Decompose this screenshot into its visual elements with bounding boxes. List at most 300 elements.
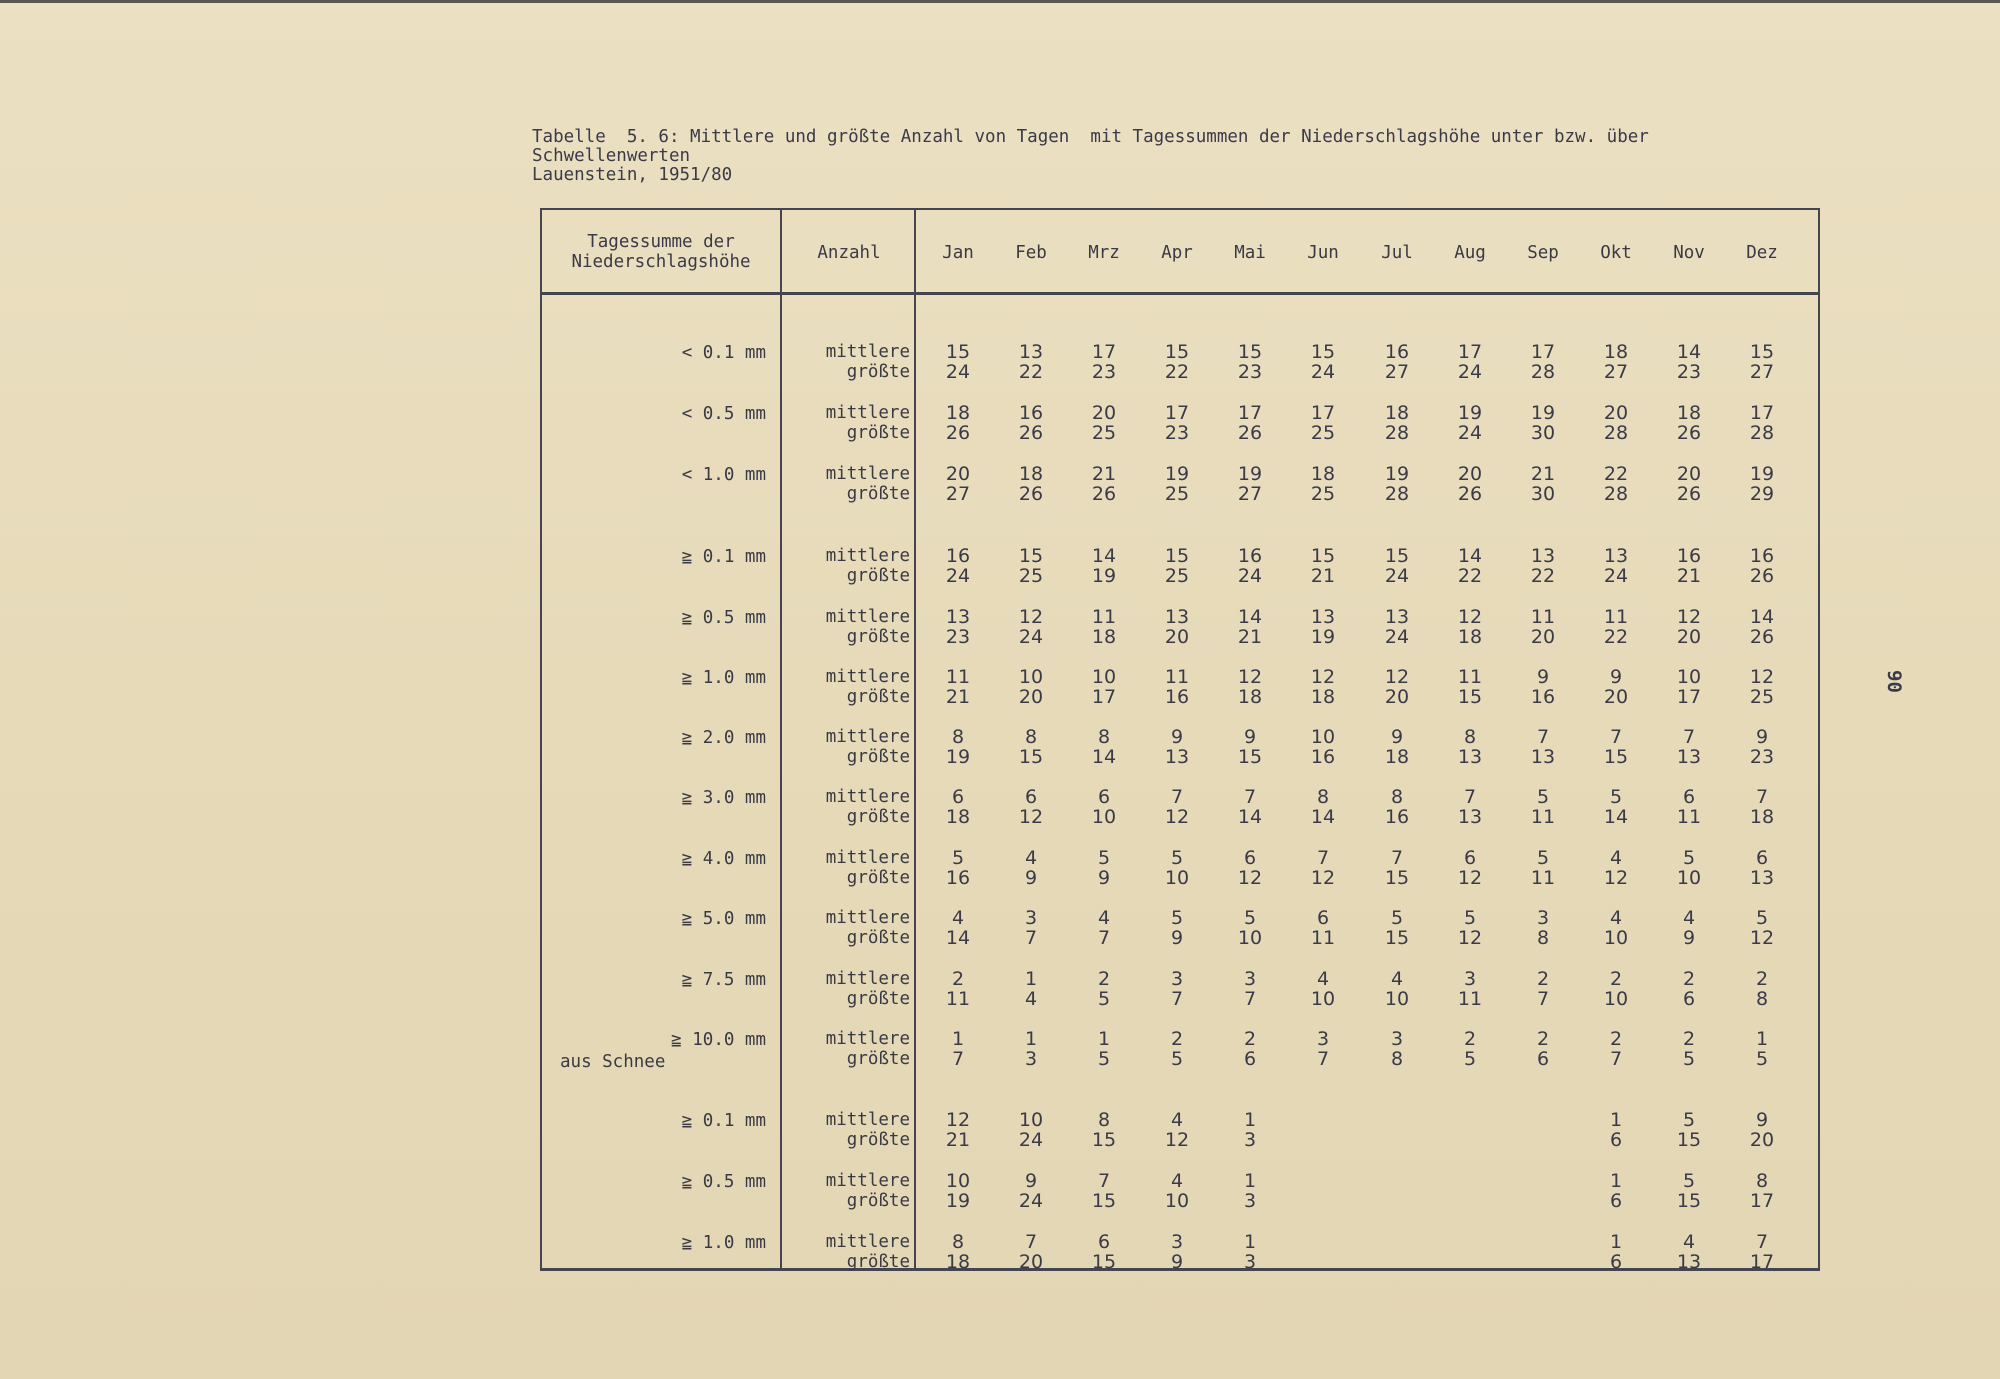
cell-groesste: 3 — [1243, 1129, 1257, 1151]
cell-groesste: 12 — [1018, 806, 1044, 828]
row-anzahl-labels — [792, 848, 910, 888]
cell-mittlere: 16 — [1237, 545, 1263, 567]
table-row — [542, 462, 1818, 506]
cell-mittlere: 1 — [1243, 1231, 1257, 1253]
header-anzahl: Anzahl — [817, 243, 881, 263]
cell-mittlere: 20 — [1091, 402, 1117, 424]
label-groesste: größte — [846, 989, 910, 1009]
cell-groesste: 13 — [1457, 746, 1483, 768]
label-groesste: größte — [846, 423, 910, 443]
cell-mittlere: 5 — [951, 847, 965, 869]
header-month-apr: Apr — [1161, 243, 1193, 263]
cell-groesste: 22 — [1530, 565, 1556, 587]
cell-mittlere: 12 — [1237, 666, 1263, 688]
table-row — [542, 1230, 1818, 1274]
cell-groesste: 7 — [1609, 1048, 1623, 1070]
header-threshold — [542, 232, 780, 272]
cell-groesste: 7 — [951, 1048, 965, 1070]
cell-mittlere: 9 — [1024, 1170, 1038, 1192]
table-row — [542, 906, 1818, 950]
cell-mittlere: 7 — [1755, 1231, 1769, 1253]
cell-groesste: 3 — [1024, 1048, 1038, 1070]
cell-groesste: 26 — [1457, 483, 1483, 505]
cell-mittlere: 4 — [1170, 1109, 1184, 1131]
cell-groesste: 10 — [1603, 988, 1629, 1010]
cell-groesste: 6 — [1243, 1048, 1257, 1070]
label-groesste: größte — [846, 747, 910, 767]
cell-groesste: 5 — [1755, 1048, 1769, 1070]
cell-mittlere: 15 — [1310, 545, 1336, 567]
cell-groesste: 24 — [1457, 422, 1483, 444]
cell-groesste: 24 — [945, 565, 971, 587]
cell-mittlere: 6 — [1024, 786, 1038, 808]
header-threshold-line-2: Niederschlagshöhe — [571, 252, 751, 272]
row-anzahl-labels — [792, 1110, 910, 1150]
cell-groesste: 14 — [1237, 806, 1263, 828]
table-row — [542, 401, 1818, 445]
cell-groesste: 22 — [1018, 361, 1044, 383]
cell-groesste: 9 — [1682, 927, 1696, 949]
row-anzahl-labels — [792, 908, 910, 948]
cell-mittlere: 8 — [951, 1231, 965, 1253]
cell-groesste: 14 — [945, 927, 971, 949]
cell-mittlere: 12 — [1018, 606, 1044, 628]
cell-groesste: 15 — [1091, 1190, 1117, 1212]
cell-mittlere: 15 — [1237, 341, 1263, 363]
cell-groesste: 26 — [1018, 422, 1044, 444]
cell-groesste: 28 — [1749, 422, 1775, 444]
cell-mittlere: 19 — [1457, 402, 1483, 424]
cell-mittlere: 3 — [1243, 968, 1257, 990]
cell-mittlere: 15 — [945, 341, 971, 363]
cell-mittlere: 7 — [1463, 786, 1477, 808]
row-anzahl-labels — [792, 969, 910, 1009]
cell-mittlere: 9 — [1755, 1109, 1769, 1131]
cell-mittlere: 4 — [1609, 847, 1623, 869]
cell-groesste: 20 — [1749, 1129, 1775, 1151]
row-anzahl-labels — [792, 546, 910, 586]
cell-groesste: 15 — [1018, 746, 1044, 768]
cell-mittlere: 17 — [1310, 402, 1336, 424]
cell-groesste: 7 — [1316, 1048, 1330, 1070]
cell-mittlere: 6 — [1463, 847, 1477, 869]
cell-mittlere: 7 — [1316, 847, 1330, 869]
cell-mittlere: 3 — [1024, 907, 1038, 929]
cell-groesste: 24 — [945, 361, 971, 383]
cell-mittlere: 19 — [1237, 463, 1263, 485]
cell-groesste: 7 — [1024, 927, 1038, 949]
cell-mittlere: 15 — [1018, 545, 1044, 567]
cell-groesste: 9 — [1024, 867, 1038, 889]
row-anzahl-labels — [792, 787, 910, 827]
header-month-feb: Feb — [1015, 243, 1047, 263]
cell-groesste: 30 — [1530, 483, 1556, 505]
cell-mittlere: 14 — [1676, 341, 1702, 363]
cell-mittlere: 20 — [1603, 402, 1629, 424]
table-row — [542, 544, 1818, 588]
cell-groesste: 18 — [1237, 686, 1263, 708]
cell-mittlere: 9 — [1536, 666, 1550, 688]
table-row — [542, 605, 1818, 649]
cell-mittlere: 11 — [1530, 606, 1556, 628]
cell-groesste: 9 — [1097, 867, 1111, 889]
cell-groesste: 20 — [1018, 1251, 1044, 1273]
cell-mittlere: 3 — [1390, 1028, 1404, 1050]
row-threshold: ≧ 0.5 mm — [681, 1172, 766, 1192]
cell-groesste: 11 — [1530, 867, 1556, 889]
table-caption — [532, 128, 1649, 185]
table-row — [542, 846, 1818, 890]
cell-groesste: 23 — [1091, 361, 1117, 383]
cell-groesste: 16 — [945, 867, 971, 889]
cell-groesste: 27 — [1603, 361, 1629, 383]
cell-groesste: 12 — [1164, 806, 1190, 828]
row-anzahl-labels — [792, 1029, 910, 1069]
cell-mittlere: 15 — [1164, 545, 1190, 567]
cell-mittlere: 10 — [1018, 666, 1044, 688]
cell-mittlere: 14 — [1749, 606, 1775, 628]
cell-groesste: 12 — [1457, 927, 1483, 949]
label-groesste: größte — [846, 807, 910, 827]
cell-mittlere: 5 — [1097, 847, 1111, 869]
cell-mittlere: 5 — [1536, 847, 1550, 869]
cell-groesste: 28 — [1384, 422, 1410, 444]
cell-groesste: 15 — [1237, 746, 1263, 768]
page-number: 90 — [1883, 670, 1905, 693]
table-row — [542, 785, 1818, 829]
cell-groesste: 14 — [1310, 806, 1336, 828]
cell-groesste: 20 — [1676, 626, 1702, 648]
cell-groesste: 21 — [945, 686, 971, 708]
label-mittlere: mittlere — [825, 908, 910, 928]
cell-mittlere: 2 — [1536, 968, 1550, 990]
cell-mittlere: 20 — [945, 463, 971, 485]
cell-groesste: 24 — [1384, 565, 1410, 587]
cell-mittlere: 1 — [1243, 1109, 1257, 1131]
header-month-mai: Mai — [1234, 243, 1266, 263]
label-mittlere: mittlere — [825, 848, 910, 868]
label-mittlere: mittlere — [825, 342, 910, 362]
cell-mittlere: 1 — [1097, 1028, 1111, 1050]
cell-mittlere: 14 — [1457, 545, 1483, 567]
cell-groesste: 24 — [1018, 1129, 1044, 1151]
cell-groesste: 20 — [1164, 626, 1190, 648]
cell-groesste: 28 — [1384, 483, 1410, 505]
table-row — [542, 1108, 1818, 1152]
cell-mittlere: 2 — [1755, 968, 1769, 990]
cell-mittlere: 4 — [951, 907, 965, 929]
label-groesste: größte — [846, 928, 910, 948]
cell-mittlere: 1 — [1609, 1109, 1623, 1131]
cell-groesste: 16 — [1164, 686, 1190, 708]
cell-groesste: 14 — [1603, 806, 1629, 828]
cell-mittlere: 1 — [1024, 968, 1038, 990]
label-mittlere: mittlere — [825, 727, 910, 747]
cell-groesste: 13 — [1530, 746, 1556, 768]
cell-groesste: 18 — [1457, 626, 1483, 648]
cell-groesste: 20 — [1530, 626, 1556, 648]
row-anzahl-labels — [792, 1171, 910, 1211]
cell-groesste: 11 — [945, 988, 971, 1010]
cell-mittlere: 17 — [1749, 402, 1775, 424]
cell-mittlere: 14 — [1237, 606, 1263, 628]
cell-groesste: 13 — [1164, 746, 1190, 768]
cell-mittlere: 7 — [1755, 786, 1769, 808]
label-groesste: größte — [846, 1130, 910, 1150]
cell-mittlere: 17 — [1164, 402, 1190, 424]
row-threshold: ≧ 5.0 mm — [681, 909, 766, 929]
cell-mittlere: 16 — [1384, 341, 1410, 363]
header-month-aug: Aug — [1454, 243, 1486, 263]
cell-mittlere: 18 — [1310, 463, 1336, 485]
cell-mittlere: 4 — [1682, 907, 1696, 929]
cell-groesste: 10 — [1164, 867, 1190, 889]
cell-groesste: 6 — [1682, 988, 1696, 1010]
cell-groesste: 25 — [1018, 565, 1044, 587]
cell-mittlere: 8 — [1024, 726, 1038, 748]
cell-groesste: 26 — [1091, 483, 1117, 505]
cell-mittlere: 8 — [951, 726, 965, 748]
label-groesste: größte — [846, 484, 910, 504]
cell-mittlere: 5 — [1170, 907, 1184, 929]
cell-groesste: 8 — [1536, 927, 1550, 949]
cell-groesste: 7 — [1097, 927, 1111, 949]
cell-groesste: 21 — [1676, 565, 1702, 587]
cell-groesste: 13 — [1457, 806, 1483, 828]
cell-mittlere: 1 — [1243, 1170, 1257, 1192]
cell-groesste: 18 — [1091, 626, 1117, 648]
cell-mittlere: 20 — [1457, 463, 1483, 485]
cell-groesste: 12 — [1237, 867, 1263, 889]
cell-mittlere: 13 — [1603, 545, 1629, 567]
row-threshold: < 0.5 mm — [681, 404, 766, 424]
cell-mittlere: 15 — [1749, 341, 1775, 363]
cell-mittlere: 5 — [1682, 1109, 1696, 1131]
cell-mittlere: 17 — [1237, 402, 1263, 424]
cell-groesste: 24 — [1384, 626, 1410, 648]
cell-mittlere: 16 — [1676, 545, 1702, 567]
cell-mittlere: 4 — [1170, 1170, 1184, 1192]
header-threshold-line-1: Tagessumme der — [587, 232, 735, 252]
cell-mittlere: 6 — [1097, 786, 1111, 808]
cell-groesste: 12 — [1749, 927, 1775, 949]
cell-groesste: 25 — [1164, 483, 1190, 505]
cell-mittlere: 1 — [1024, 1028, 1038, 1050]
cell-mittlere: 5 — [1682, 847, 1696, 869]
row-threshold: ≧ 2.0 mm — [681, 728, 766, 748]
cell-mittlere: 6 — [951, 786, 965, 808]
label-mittlere: mittlere — [825, 403, 910, 423]
cell-groesste: 7 — [1170, 988, 1184, 1010]
cell-groesste: 10 — [1310, 988, 1336, 1010]
cell-mittlere: 17 — [1457, 341, 1483, 363]
cell-groesste: 20 — [1018, 686, 1044, 708]
cell-groesste: 23 — [1164, 422, 1190, 444]
cell-mittlere: 16 — [945, 545, 971, 567]
cell-mittlere: 7 — [1024, 1231, 1038, 1253]
cell-groesste: 12 — [1164, 1129, 1190, 1151]
cell-groesste: 17 — [1676, 686, 1702, 708]
cell-mittlere: 5 — [1243, 907, 1257, 929]
cell-mittlere: 2 — [1463, 1028, 1477, 1050]
cell-groesste: 25 — [1749, 686, 1775, 708]
cell-mittlere: 1 — [1609, 1170, 1623, 1192]
cell-groesste: 17 — [1749, 1190, 1775, 1212]
row-anzahl-labels — [792, 667, 910, 707]
section-snow-label: aus Schnee — [560, 1052, 666, 1072]
cell-groesste: 24 — [1603, 565, 1629, 587]
cell-mittlere: 19 — [1530, 402, 1556, 424]
cell-groesste: 10 — [1603, 927, 1629, 949]
table-row — [542, 725, 1818, 769]
label-groesste: größte — [846, 1191, 910, 1211]
cell-mittlere: 2 — [1536, 1028, 1550, 1050]
cell-mittlere: 13 — [1530, 545, 1556, 567]
cell-mittlere: 21 — [1091, 463, 1117, 485]
cell-mittlere: 6 — [1682, 786, 1696, 808]
cell-mittlere: 10 — [1018, 1109, 1044, 1131]
cell-groesste: 10 — [1091, 806, 1117, 828]
cell-groesste: 28 — [1530, 361, 1556, 383]
cell-groesste: 13 — [1676, 746, 1702, 768]
cell-groesste: 11 — [1530, 806, 1556, 828]
cell-mittlere: 19 — [1749, 463, 1775, 485]
cell-groesste: 20 — [1384, 686, 1410, 708]
data-table — [540, 208, 1820, 1271]
cell-groesste: 13 — [1676, 1251, 1702, 1273]
cell-mittlere: 19 — [1384, 463, 1410, 485]
cell-mittlere: 5 — [1536, 786, 1550, 808]
label-groesste: größte — [846, 1049, 910, 1069]
row-threshold: ≧ 0.1 mm — [681, 547, 766, 567]
cell-groesste: 25 — [1091, 422, 1117, 444]
cell-mittlere: 15 — [1164, 341, 1190, 363]
cell-groesste: 26 — [1018, 483, 1044, 505]
cell-mittlere: 19 — [1164, 463, 1190, 485]
cell-mittlere: 11 — [1457, 666, 1483, 688]
cell-mittlere: 17 — [1091, 341, 1117, 363]
cell-groesste: 16 — [1530, 686, 1556, 708]
cell-mittlere: 18 — [1384, 402, 1410, 424]
cell-groesste: 27 — [1384, 361, 1410, 383]
cell-mittlere: 11 — [945, 666, 971, 688]
cell-groesste: 18 — [1310, 686, 1336, 708]
row-anzahl-labels — [792, 403, 910, 443]
cell-groesste: 15 — [1091, 1129, 1117, 1151]
cell-mittlere: 9 — [1243, 726, 1257, 748]
label-groesste: größte — [846, 627, 910, 647]
cell-groesste: 10 — [1676, 867, 1702, 889]
cell-mittlere: 10 — [945, 1170, 971, 1192]
cell-groesste: 27 — [945, 483, 971, 505]
cell-groesste: 15 — [1091, 1251, 1117, 1273]
label-mittlere: mittlere — [825, 1232, 910, 1252]
cell-mittlere: 2 — [1170, 1028, 1184, 1050]
cell-groesste: 15 — [1457, 686, 1483, 708]
cell-groesste: 9 — [1170, 1251, 1184, 1273]
caption-line-2: Schwellenwerten — [532, 146, 691, 166]
cell-groesste: 26 — [1749, 565, 1775, 587]
cell-mittlere: 2 — [1243, 1028, 1257, 1050]
label-mittlere: mittlere — [825, 1110, 910, 1130]
cell-mittlere: 8 — [1316, 786, 1330, 808]
cell-mittlere: 9 — [1390, 726, 1404, 748]
cell-mittlere: 4 — [1097, 907, 1111, 929]
caption-line-1: Tabelle 5. 6: Mittlere und größte Anzahl von Tagen mit Tagessummen der Niederschlagshöhe unter bzw. über — [532, 127, 1649, 147]
header-month-jun: Jun — [1307, 243, 1339, 263]
cell-groesste: 27 — [1237, 483, 1263, 505]
label-mittlere: mittlere — [825, 546, 910, 566]
cell-mittlere: 3 — [1316, 1028, 1330, 1050]
cell-mittlere: 4 — [1316, 968, 1330, 990]
header-month-mrz: Mrz — [1088, 243, 1120, 263]
cell-groesste: 7 — [1536, 988, 1550, 1010]
header-month-dez: Dez — [1746, 243, 1778, 263]
cell-groesste: 25 — [1164, 565, 1190, 587]
header-month-sep: Sep — [1527, 243, 1559, 263]
cell-mittlere: 1 — [1609, 1231, 1623, 1253]
cell-mittlere: 6 — [1243, 847, 1257, 869]
caption-line-3: Lauenstein, 1951/80 — [532, 165, 733, 185]
cell-mittlere: 2 — [1097, 968, 1111, 990]
label-mittlere: mittlere — [825, 787, 910, 807]
cell-groesste: 15 — [1676, 1190, 1702, 1212]
cell-mittlere: 10 — [1091, 666, 1117, 688]
cell-groesste: 21 — [1237, 626, 1263, 648]
cell-mittlere: 8 — [1097, 1109, 1111, 1131]
cell-groesste: 15 — [1603, 746, 1629, 768]
label-groesste: größte — [846, 566, 910, 586]
cell-mittlere: 7 — [1097, 1170, 1111, 1192]
row-threshold: ≧ 4.0 mm — [681, 849, 766, 869]
cell-mittlere: 6 — [1097, 1231, 1111, 1253]
cell-groesste: 25 — [1310, 483, 1336, 505]
cell-mittlere: 15 — [1384, 545, 1410, 567]
cell-groesste: 7 — [1243, 988, 1257, 1010]
cell-groesste: 20 — [1603, 686, 1629, 708]
cell-groesste: 21 — [1310, 565, 1336, 587]
cell-mittlere: 13 — [1384, 606, 1410, 628]
row-threshold: ≧ 1.0 mm — [681, 668, 766, 688]
cell-mittlere: 3 — [1463, 968, 1477, 990]
cell-mittlere: 2 — [1609, 968, 1623, 990]
cell-groesste: 10 — [1237, 927, 1263, 949]
table-row — [542, 1169, 1818, 1213]
cell-groesste: 12 — [1603, 867, 1629, 889]
cell-mittlere: 21 — [1530, 463, 1556, 485]
cell-mittlere: 9 — [1755, 726, 1769, 748]
cell-mittlere: 18 — [1676, 402, 1702, 424]
cell-mittlere: 5 — [1682, 1170, 1696, 1192]
cell-groesste: 6 — [1609, 1129, 1623, 1151]
cell-groesste: 28 — [1603, 422, 1629, 444]
header-month-jan: Jan — [942, 243, 974, 263]
cell-groesste: 6 — [1609, 1251, 1623, 1273]
cell-groesste: 6 — [1609, 1190, 1623, 1212]
cell-mittlere: 8 — [1755, 1170, 1769, 1192]
cell-mittlere: 4 — [1609, 907, 1623, 929]
cell-groesste: 16 — [1310, 746, 1336, 768]
cell-mittlere: 3 — [1536, 907, 1550, 929]
cell-groesste: 10 — [1164, 1190, 1190, 1212]
row-threshold: ≧ 7.5 mm — [681, 970, 766, 990]
cell-groesste: 18 — [1749, 806, 1775, 828]
cell-groesste: 22 — [1164, 361, 1190, 383]
cell-groesste: 10 — [1384, 988, 1410, 1010]
row-anzahl-labels — [792, 607, 910, 647]
cell-mittlere: 2 — [1682, 1028, 1696, 1050]
row-anzahl-labels — [792, 1232, 910, 1272]
